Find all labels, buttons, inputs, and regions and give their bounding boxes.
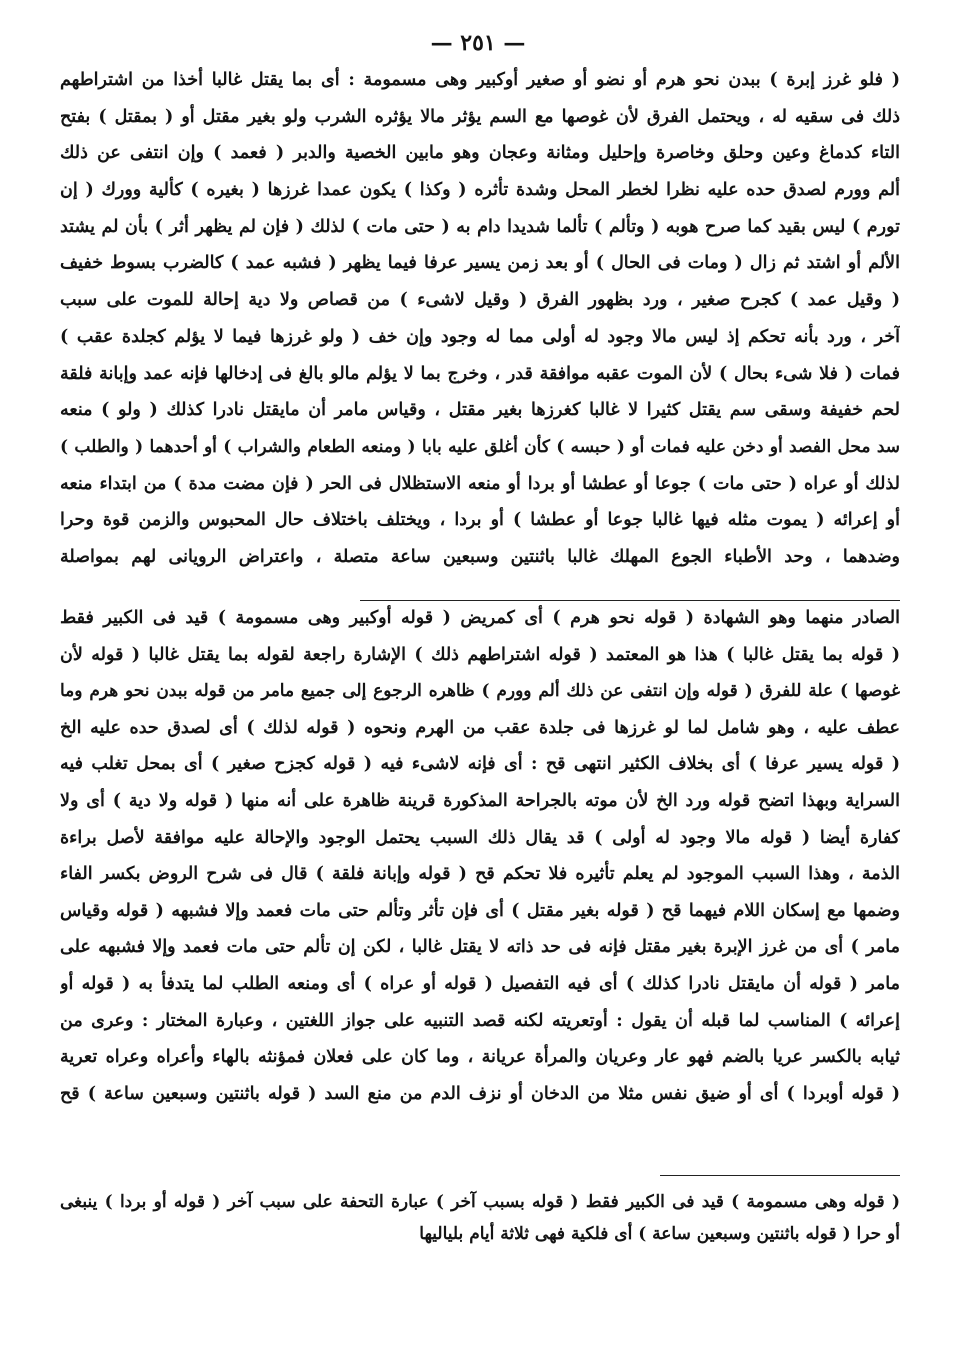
- footnote-line: ( قوله وهى مسمومة ) قيد فى الكبير فقط ( قوله بسبب آخر ) عبارة التحفة على سبب آخر ( قوله أو بردا ) ينبغى: [60, 1192, 900, 1212]
- main-text-line: ( وقيل عمد ) كجرح صغير ، ورد بظهور الفرق ( وقيل لاشىء ) من قصاص ولا دية إحالة للموت على سبب: [60, 290, 900, 311]
- commentary-line: الذمة ، وهذا السبب الموجود لم يعلم تأثيره فلا تحكم قح ( قوله وإبانة فلقة ) قال فى شرح الروض بكسر الفاء: [60, 864, 900, 885]
- main-text-line: أو إعرائه ( يموت مثله فيها غالبا جوعا أو عطشا ) أو بردا ، ويختلف باختلاف حال المحبوس والزمن قوة وحرا: [60, 510, 900, 531]
- commentary-line: غوصها ) علة للفرق ( قوله وإن انتفى عن ذلك ألم وورم ) ظاهره الرجوع إلى جميع مامر من قوله ببدن نحو هرم وما: [60, 681, 900, 702]
- main-text-line: وضدهما ، وحد الأطباء الجوع المهلك غالبا باثنتين وسبعين ساعة متصلة ، واعتراض الرويانى لهم بمواصلة: [60, 546, 900, 567]
- commentary-line: إعرائه ) المناسب لما قبله أن يقول : أوتعريته لكنه قصد التنبيه على جواز اللغتين ، وعبارة المختار : وعرى من: [60, 1010, 900, 1031]
- commentary-line: عطف عليه ، وهو شامل لما لو غرزها فى جلدة عقب من الهرم ونحوه ( قوله لذلك ) أى لصدق حده عليه الخ: [60, 717, 900, 738]
- main-text-line: التاء كدماغ وعين وحلق وخاصرة وإحليل ومثانة وعجان وهو مابين الخصية والدبر ( فعمد ) وإن انتفى عن ذلك: [60, 143, 900, 164]
- commentary-line: الصادر منهما وهو الشهادة ( قوله نحو هرم ) أى كمريض ( قوله أوكبير وهى مسمومة ) قيد فى الكبير فقط: [60, 608, 900, 628]
- main-text-line: تورم ) ليس بقيد كما صرح هوبه ( وتألم ) تألما شديدا دام به ( حتى مات ) لذلك ( فإن لم يظهر أثر ) بأن لم يشتد: [60, 216, 900, 237]
- main-text-line: آخر ، ورد بأنه تحكم إذ ليس مالا وجود له أولى مما له وجود وإن خف ( ولو غرزها فيما لا يؤلم كجلدة عقب ): [60, 326, 900, 347]
- main-text-line: لذلك أو عراه ( حتى مات ) جوعا أو عطشا أو بردا أو منعه الاستظلال فى الحر ( فإن مضت مدة ) من ابتداء منعه: [60, 473, 900, 494]
- commentary-line: وضمها مع إسكان اللام فيهما قح ( قوله بغير مقتل ) أى فإن تأثر وتألم حتى مات فعمد وإلا فشبهه ( قوله وقياس: [60, 900, 900, 921]
- main-text-line: ذلك فى سقيه له ، ويحتمل الفرق لأن غوصها مع السم يؤثر مالا يؤثره الشرب ولو بغير مقتل أو ( بمقتل ) بفتح: [60, 106, 900, 127]
- footnote-line: أو حرا ( قوله باثنتين وسبعين ساعة ) أى فلكية فهى ثلاثة أيام بلياليها: [419, 1224, 900, 1244]
- main-text-line: ألم وورم لصدق حده عليه نظرا لخطر المحل وشدة تأثره ( وكذا ) يكون عمدا غرزها ( بغيره ) كألية وورك ( إن: [60, 180, 900, 201]
- main-text-line: الألم أو اشتد ثم زال ( ومات فى الحال ) أو بعد زمن يسير عرفا فيما يظهر ( فشبه عمد ) كالضرب بسوط خفيف: [60, 253, 900, 274]
- main-text: [60, 62, 900, 576]
- footnote-text: [60, 1186, 900, 1250]
- main-text-line: سد محل الفصد أو دخن عليه فمات أو ( حبسه ) كأن أغلق عليه بابا ( ومنعه الطعام والشراب ) أو أحدهما ( والطلب ): [60, 436, 900, 457]
- commentary-line: مامر ( قوله أن مايقتل نادرا كذلك ) أى فيه التفصيل ( قوله أو عراه ) أى ومنعه الطلب لما يتدفأ به ( قوله أو: [60, 973, 900, 994]
- main-text-line: لحم خفيفة وسقى سم يقتل كثيرا لا غالبا كغرزها بغير مقتل ، وقياس مامر أن مايقتل نادرا كذلك ( ولو ) منعه: [60, 400, 900, 421]
- commentary-line: ( قوله بما يقتل غالبا ) هذا هو المعتمد ( قوله اشتراطهم ذلك ) الإشارة راجعة لقوله بما يقتل غالبا ( قوله لأن: [60, 644, 900, 665]
- commentary-line: مامر ) أى من غرز الإبرة بغير مقتل فإنه فى حد ذاته لا يقتل غالبا ، لكن إن تألم حتى مات فعمد وإلا فشبهه على: [60, 937, 900, 958]
- main-text-line: فمات ( فلا شىء بحال ) لأن الموت عقبه موافقة قدر ، وخرج بما لا يؤلم مالو بالغ فى إدخالها فإنه عمد وإبانة فلقة: [60, 363, 900, 384]
- commentary-line: ( قوله يسير عرفا ) أى بخلاف الكثير انتهى قح : أى فإنه لاشىء فيه ( قوله كجزح صغير ) أى بمحل تغلب فيه: [60, 754, 900, 775]
- page-number: — ٢٥١ —: [430, 30, 526, 56]
- commentary-text: [60, 600, 900, 1112]
- commentary-line: السراية وبهذا اتضح قوله ورد الخ لأن موته بالجراحة المذكورة قرينة ظاهرة على أنه منها ( قوله ولا دية ) أى ولا: [60, 790, 900, 811]
- commentary-line: ثيابه بالكسر عريا بالضم فهو عار وعريان والمرأة عريانة ، وما كان على فعلان فمؤنثه بالهاء وأعراه وعراه تعرية: [60, 1047, 900, 1068]
- footnote-divider: [660, 1175, 900, 1176]
- main-text-line: ( فلو غرز إبرة ) ببدن نحو هرم أو نضو أو صغير أوكبير وهى مسمومة : أى بما يقتل غالبا أخذا من اشتراطهم: [60, 70, 900, 90]
- commentary-line: كفارة أيضا ( قوله مالا وجود له أولى ) قد يقال ذلك السبب يحتمل الوجود والإحالة عليه موافقة لأصل براءة: [60, 827, 900, 848]
- commentary-line: ( قوله أوبردا ) أى أو ضيق نفس مثلا من الدخان أو نزف الدم من منع السد ( قوله باثنتين وسبعين ساعة ) قح: [60, 1083, 900, 1104]
